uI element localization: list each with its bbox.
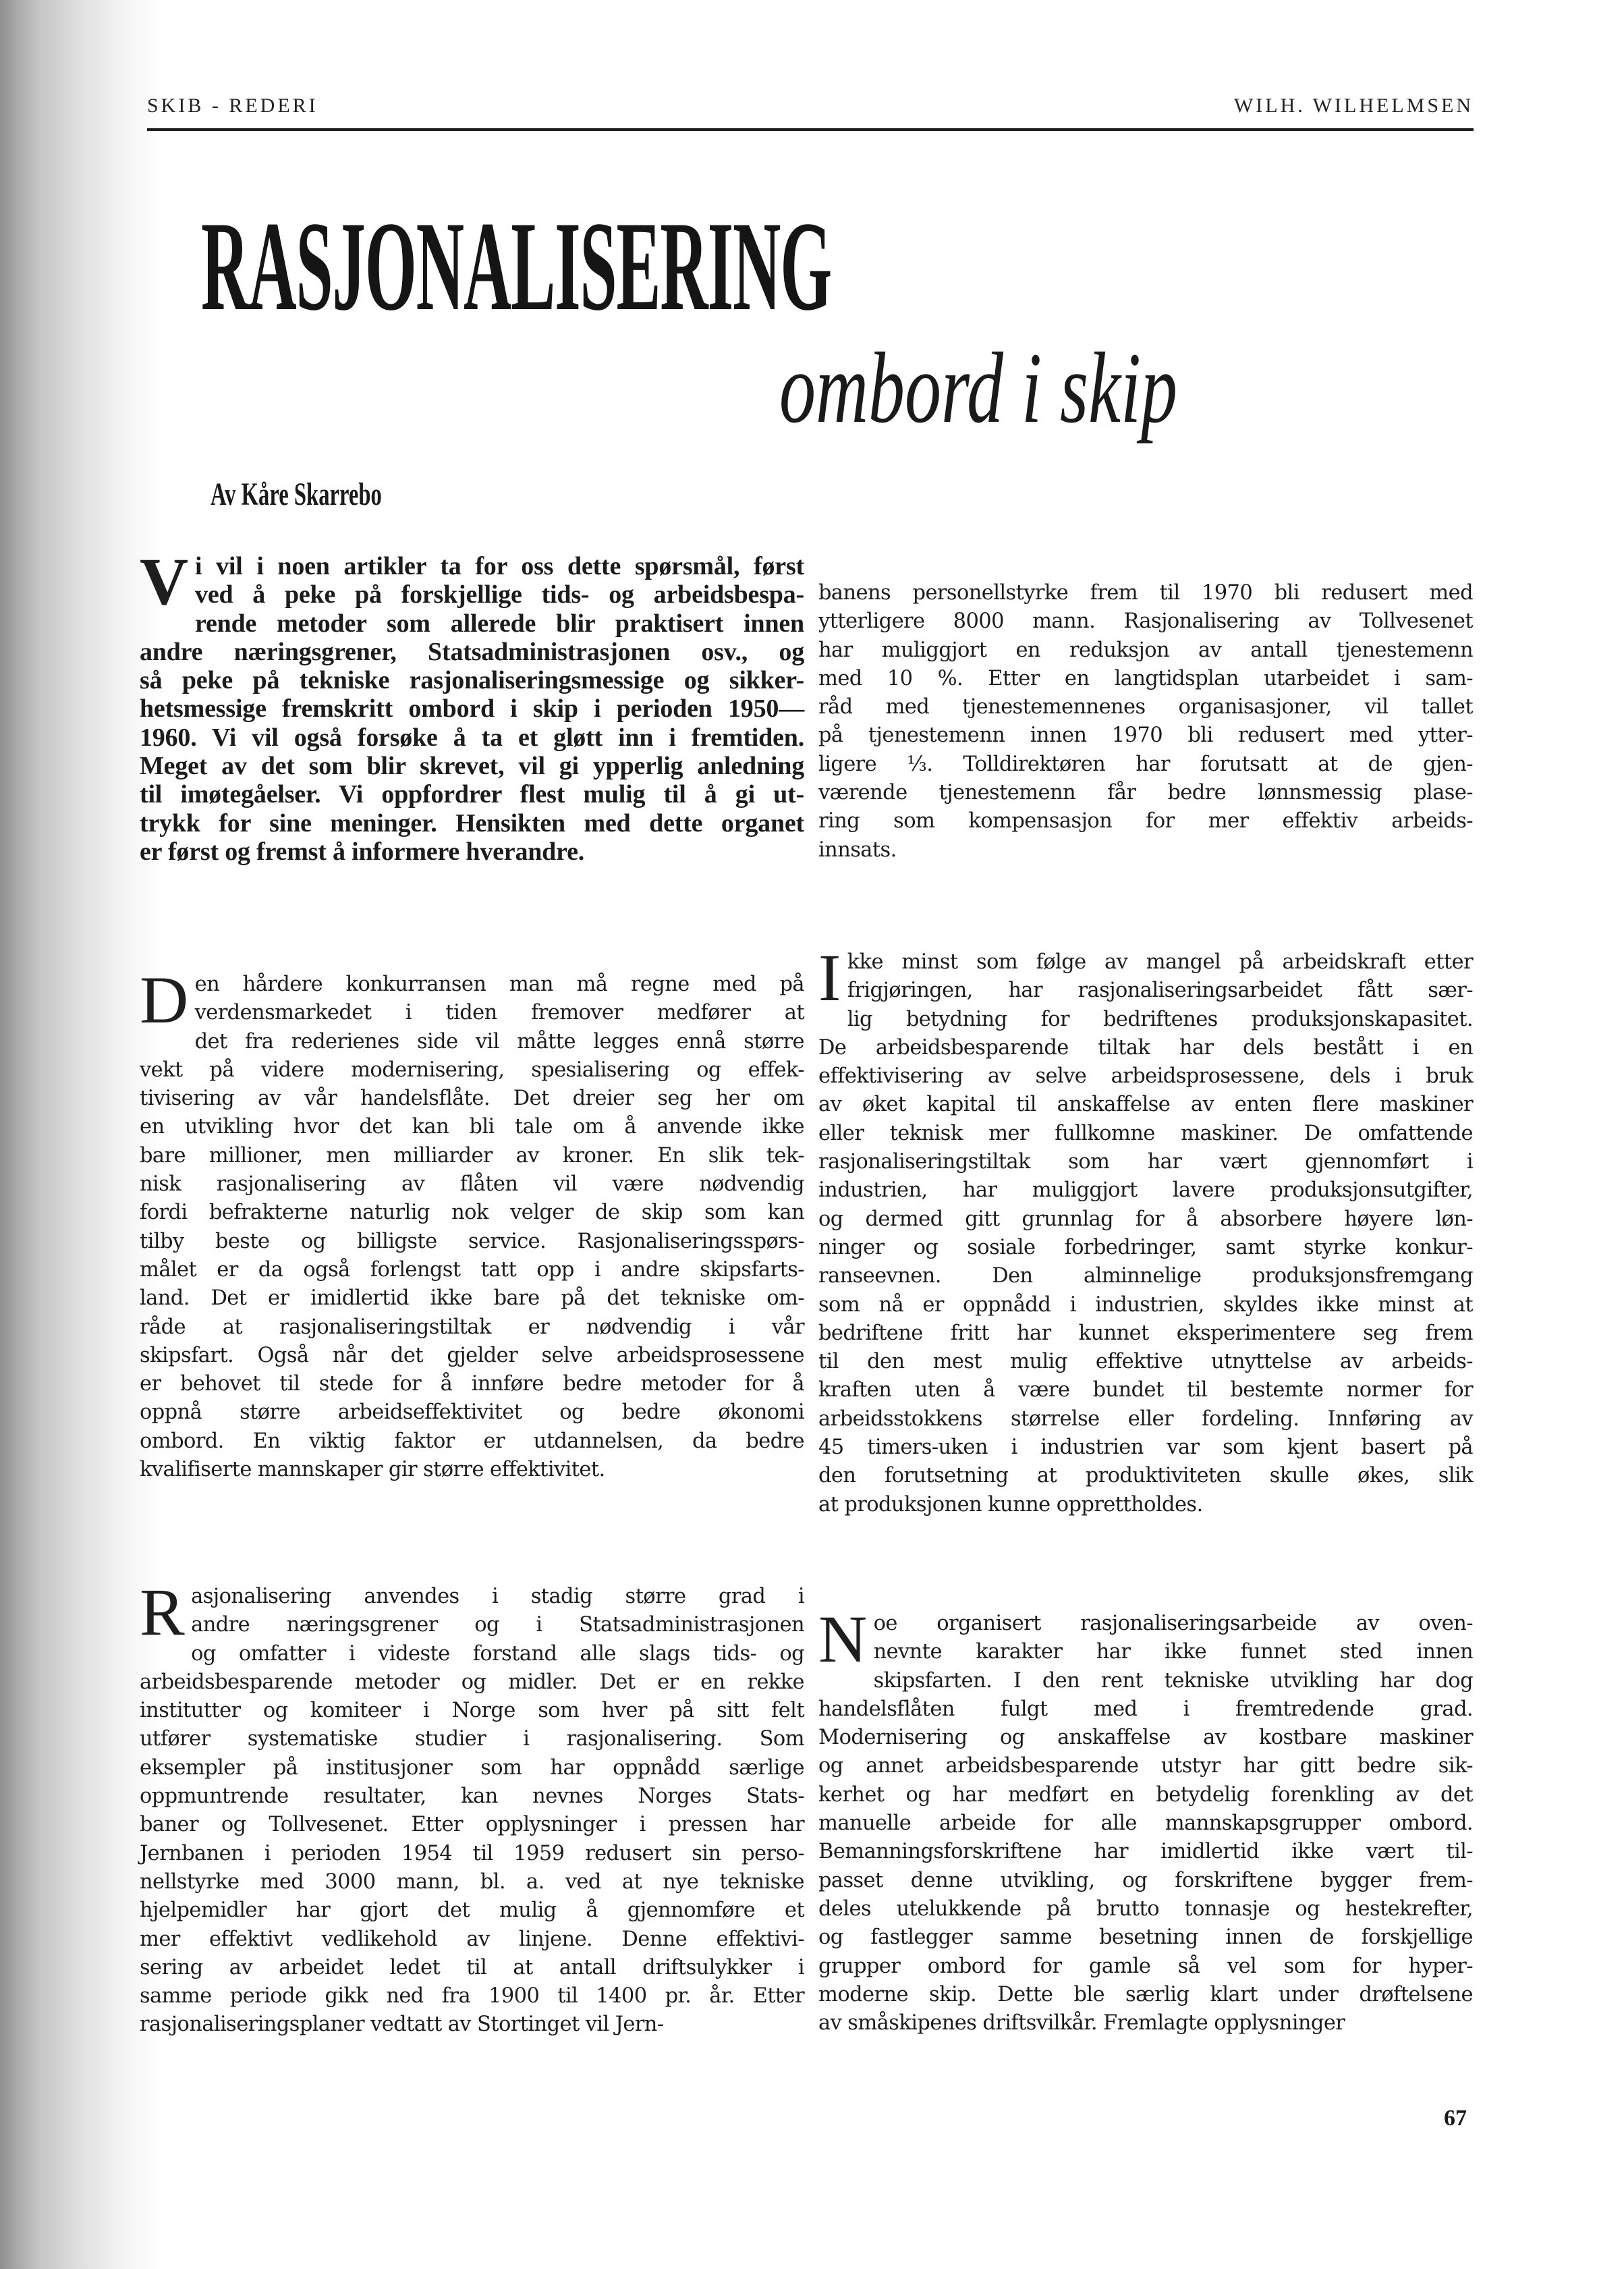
text-line: og fastlegger samme besetning innen de forskjellige [818, 1925, 1473, 1950]
text-line: på tjenestemenn innen 1970 bli redusert med ytter- [818, 723, 1473, 748]
body-paragraph-2 [140, 1575, 804, 2040]
text-line: målet er da også forlengst tatt opp i andre skipsfarts- [140, 1257, 804, 1282]
text-line: fordi befrakterne naturlig nok velger de skip som kan [140, 1201, 804, 1225]
text-line: med 10 %. Etter en langtidsplan utarbeidet i sam- [818, 666, 1473, 690]
text-line: moderne skip. Dette ble særlig klart under drøftelsene [818, 1982, 1473, 2006]
text-line: ranseevnen. Den alminnelige produksjonsfremgang [818, 1264, 1473, 1288]
section-label: SKIB - REDERI [147, 94, 318, 117]
text-line: frigjøringen, har rasjonaliseringsarbeidet fått sær- [847, 979, 1473, 1003]
text-line: ligere ⅓. Tolldirektøren har forutsatt at de gjen- [818, 752, 1473, 776]
text-line: til den mest mulig effektive utnyttelse av arbeids- [818, 1350, 1473, 1374]
text-line: værende tjenestemenn får bedre lønnsmessig plase- [818, 781, 1473, 805]
text-line: og annet arbeidsbesparende utstyr har gitt bedre sik- [818, 1754, 1473, 1778]
text-line: De arbeidsbesparende tiltak har dels bestått i en [818, 1035, 1473, 1060]
intro-paragraph [140, 544, 804, 866]
text-line: er behovet til stede for å innføre bedre metoder for å [140, 1372, 804, 1396]
text-line: kvalifiserte mannskaper gir større effektivitet. [140, 1458, 605, 1482]
text-line: effektivisering av selve arbeidsprosessene, dels i bruk [818, 1064, 1473, 1089]
text-line: institutter og komiteer i Norge som hver på sitt felt [140, 1699, 804, 1723]
text-line: kerhet og har medført en betydelig forenkling av det [818, 1782, 1473, 1807]
text-line: 1960. Vi vil også forsøke å ta et gløtt inn i fremtiden. [140, 723, 804, 752]
text-line: hjelpemidler har gjort det mulig å gjennomføre et [140, 1898, 804, 1923]
text-line: bare millioner, men milliarder av kroner. En slik tek- [140, 1143, 804, 1168]
text-line: kke minst som følge av mangel på arbeidskraft etter [847, 950, 1473, 974]
text-line: Jernbanen i perioden 1954 til 1959 redusert sin perso- [140, 1841, 804, 1865]
text-line: kraften uten å være bundet til bestemte normer for [818, 1378, 1473, 1402]
text-line: banens personellstyrke frem til 1970 bli redusert med [818, 581, 1473, 605]
text-line: andre næringsgrener, Statsadministrasjonen osv., og [140, 637, 804, 666]
text-line: arbeidsstokkens størrelse eller fordeling. Innføring av [818, 1406, 1473, 1431]
text-line: trykk for sine meninger. Hensikten med dette organet [140, 809, 804, 838]
body-paragraph-4 [818, 1602, 1473, 2038]
text-line: og omfatter i videste forstand alle slags tids- og [191, 1641, 804, 1666]
text-line: en hårdere konkurransen man må regne med på [194, 973, 804, 996]
text-line: sering av arbeidet ledet til at antall driftsulykker i [140, 1955, 804, 1979]
text-line: ved å peke på forskjellige tids- og arbeidsbespa- [195, 580, 804, 609]
text-line: industrien, har muliggjort lavere produksjonsutgifter, [818, 1178, 1473, 1203]
text-line: Bemanningsforskriftene har imidlertid ikke vært til- [818, 1840, 1473, 1864]
text-line: oppnå større arbeidseffektivitet og bedre økonomi [140, 1400, 804, 1425]
text-line: eksempler på institusjoner som har oppnådd særlige [140, 1755, 804, 1780]
article-subtitle: ombord i skip [779, 332, 1177, 444]
text-line: asjonalisering anvendes i stadig større grad i [191, 1585, 804, 1608]
text-line: det fra rederienes side vil måtte legges ennå større [194, 1029, 804, 1054]
text-line: ring som kompensasjon for mer effektiv arbeids- [818, 809, 1473, 833]
text-line: manuelle arbeide for alle mannskapsgrupper ombord. [818, 1811, 1473, 1836]
text-line: råd med tjenestemennenes organisasjoner, vil tallet [818, 695, 1473, 719]
article-byline: Av Kåre Skarrebo [211, 476, 382, 512]
text-line: verdensmarkedet i tiden fremover medfører at [194, 1001, 804, 1025]
text-line: til imøtegåelser. Vi oppfordrer flest mulig til å gi ut- [140, 780, 804, 809]
text-line: oe organisert rasjonaliseringsarbeide av oven- [873, 1612, 1473, 1635]
drop-cap: V [140, 544, 189, 619]
text-line: ninger og sosiale forbedringer, samt styrke konkur- [818, 1235, 1473, 1259]
text-line: har muliggjort en reduksjon av antall tjenestemenn [818, 638, 1473, 662]
text-line: andre næringsgrener og i Statsadministrasjonen [191, 1613, 804, 1637]
text-line: nisk rasjonalisering av flåten vil være nødvendig [140, 1172, 804, 1197]
text-line: ombord. En viktig faktor er utdannelsen, da bedre [140, 1429, 804, 1453]
text-line: rasjonaliseringstiltak som har vært gjennomført i [818, 1150, 1473, 1174]
text-line: baner og Tollvesenet. Etter opplysninger i pressen har [140, 1813, 804, 1837]
text-line: så peke på tekniske rasjonaliseringsmessige og sikker- [140, 666, 804, 695]
text-line: av småskipenes driftsvilkår. Fremlagte opplysninger [818, 2011, 1345, 2035]
text-line: skipsfarten. I den rent tekniske utvikling har dog [873, 1668, 1473, 1693]
text-line: oppmuntrende resultater, kan nevnes Norges Stats- [140, 1784, 804, 1809]
text-line: som nå er oppnådd i industrien, skyldes ikke minst at [818, 1292, 1473, 1317]
article-title: RASJONALISERING [201, 196, 832, 337]
text-line: arbeidsbesparende metoder og midler. Det er en rekke [140, 1670, 804, 1694]
text-line: eller teknisk mer fullkomne maskiner. De omfattende [818, 1121, 1473, 1145]
drop-cap: R [140, 1575, 185, 1649]
text-line: nevnte karakter har ikke funnet sted innen [873, 1640, 1473, 1664]
header-rule [147, 128, 1474, 131]
text-line: den forutsetning at produktiviteten skulle økes, slik [818, 1464, 1473, 1488]
text-line: en utvikling hvor det kan bli tale om å anvende ikke [140, 1115, 804, 1139]
text-line: deles utelukkende på brutto tonnasje og hestekrefter, [818, 1896, 1473, 1921]
text-line: er først og fremst å informere hverandre. [140, 837, 585, 866]
publisher-label: WILH. WILHELMSEN [1233, 94, 1474, 117]
body-paragraph-1 [140, 962, 804, 1484]
text-line: rende metoder som allerede blir praktisert innen [195, 609, 804, 638]
drop-cap: N [818, 1602, 867, 1676]
text-line: bedriftene fritt har kunnet eksperimentere seg frem [818, 1321, 1473, 1345]
page-number: 67 [1444, 2106, 1467, 2131]
text-line: Modernisering og anskaffelse av kostbare maskiner [818, 1726, 1473, 1750]
text-line: at produksjonen kunne opprettholdes. [818, 1492, 1203, 1516]
drop-cap: D [140, 962, 188, 1037]
text-line: innsats. [818, 838, 897, 862]
text-line: tivisering av vår handelsflåte. Det dreier seg her om [140, 1087, 804, 1111]
text-line: vekt på videre modernisering, spesialisering og effek- [140, 1058, 804, 1082]
text-line: skipsfart. Også når det gjelder selve arbeidsprosessene [140, 1343, 804, 1367]
drop-cap: I [818, 940, 841, 1015]
text-line: handelsflåten fulgt med i fremtredende grad. [818, 1697, 1473, 1721]
text-line: lig betydning for bedriftenes produksjonskapasitet. [847, 1007, 1473, 1031]
text-line: 45 timers-uken i industrien var som kjent basert på [818, 1436, 1473, 1460]
text-line: passet denne utvikling, og forskriftene bygger frem- [818, 1868, 1473, 1892]
body-paragraph-3 [818, 940, 1473, 1519]
text-line: i vil i noen artikler ta for oss dette spørsmål, først [195, 552, 804, 580]
text-line: tilby beste og billigste service. Rasjonaliseringsspørs- [140, 1229, 804, 1253]
text-line: hetsmessige fremskritt ombord i skip i perioden 1950— [140, 694, 804, 723]
running-header [147, 88, 1474, 135]
text-line: utfører systematiske studier i rasjonalisering. Som [140, 1727, 804, 1751]
text-line: mer effektivt vedlikehold av linjene. Denne effektivi- [140, 1927, 804, 1951]
text-line: av øket kapital til anskaffelse av enten flere maskiner [818, 1093, 1473, 1117]
text-line: råde at rasjonaliseringstiltak er nødvendig i vår [140, 1315, 804, 1339]
text-line: land. Det er imidlertid ikke bare på det tekniske om- [140, 1286, 804, 1311]
continued-paragraph [818, 579, 1473, 865]
text-line: samme periode gikk ned fra 1900 til 1400 pr. år. Etter [140, 1984, 804, 2008]
text-line: Meget av det som blir skrevet, vil gi ypperlig anledning [140, 752, 804, 781]
text-line: ytterligere 8000 mann. Rasjonalisering av Tollvesenet [818, 609, 1473, 634]
text-line: nellstyrke med 3000 mann, bl. a. ved at nye tekniske [140, 1869, 804, 1894]
text-line: rasjonaliseringsplaner vedtatt av Stortinget vil Jern- [140, 2013, 664, 2037]
text-line: og dermed gitt grunnlag for å absorbere høyere løn- [818, 1207, 1473, 1231]
text-line: grupper ombord for gamle så vel som for hyper- [818, 1954, 1473, 1978]
